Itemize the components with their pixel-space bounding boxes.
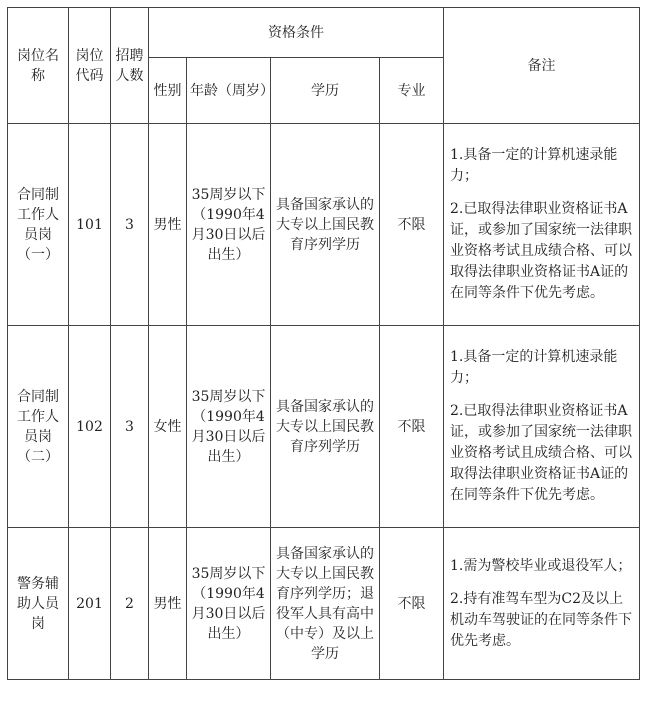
gender-cell: 女性 <box>149 326 187 528</box>
header-row-1 <box>8 8 640 58</box>
education-cell: 具备国家承认的大专以上国民教育序列学历；退役军人具有高中（中专）及以上学历 <box>271 528 380 680</box>
remarks-cell <box>444 326 640 528</box>
remark-item: 2.持有准驾车型为C2及以上机动车驾驶证的在同等条件下优先考虑。 <box>450 590 632 649</box>
gender-cell: 男性 <box>149 528 187 680</box>
remark-item: 2.已取得法律职业资格证书A证，或参加了国家统一法律职业资格考试且成绩合格、可以取得法律职业资格证书A证的在同等条件下优先考虑。 <box>450 201 632 301</box>
table-row <box>8 326 640 528</box>
header-education: 学历 <box>271 58 380 124</box>
header-qualifications: 资格条件 <box>149 8 444 58</box>
remark-item: 2.已取得法律职业资格证书A证，或参加了国家统一法律职业资格考试且成绩合格、可以取得法律职业资格证书A证的在同等条件下优先考虑。 <box>450 403 632 503</box>
remarks-cell <box>444 124 640 326</box>
recruit-count-cell: 2 <box>111 528 149 680</box>
education-cell: 具备国家承认的大专以上国民教育序列学历 <box>271 326 380 528</box>
age-cell: 35周岁以下（1990年4月30日以后出生） <box>187 326 271 528</box>
recruitment-table <box>7 7 640 680</box>
header-age: 年龄（周岁） <box>187 58 271 124</box>
remark-item: 1.具备一定的计算机速录能力； <box>450 349 618 386</box>
header-position-code: 岗位代码 <box>69 8 111 124</box>
header-gender: 性别 <box>149 58 187 124</box>
position-name-cell: 合同制工作人员岗（二） <box>8 326 69 528</box>
position-code-cell: 201 <box>69 528 111 680</box>
position-name-cell: 警务辅助人员岗 <box>8 528 69 680</box>
age-cell: 35周岁以下（1990年4月30日以后出生） <box>187 124 271 326</box>
education-cell: 具备国家承认的大专以上国民教育序列学历 <box>271 124 380 326</box>
position-code-cell: 101 <box>69 124 111 326</box>
major-cell: 不限 <box>380 124 444 326</box>
position-name-cell: 合同制工作人员岗（一） <box>8 124 69 326</box>
header-position-name: 岗位名称 <box>8 8 69 124</box>
remark-item: 1.需为警校毕业或退役军人； <box>450 557 632 574</box>
header-major: 专业 <box>380 58 444 124</box>
age-cell: 35周岁以下（1990年4月30日以后出生） <box>187 528 271 680</box>
header-remarks: 备注 <box>444 8 640 124</box>
gender-cell: 男性 <box>149 124 187 326</box>
header-recruit-count: 招聘人数 <box>111 8 149 124</box>
recruit-count-cell: 3 <box>111 326 149 528</box>
recruit-count-cell: 3 <box>111 124 149 326</box>
table-row <box>8 528 640 680</box>
position-code-cell: 102 <box>69 326 111 528</box>
major-cell: 不限 <box>380 326 444 528</box>
major-cell: 不限 <box>380 528 444 680</box>
remark-item: 1.具备一定的计算机速录能力； <box>450 147 618 184</box>
table-row <box>8 124 640 326</box>
remarks-cell <box>444 528 640 680</box>
